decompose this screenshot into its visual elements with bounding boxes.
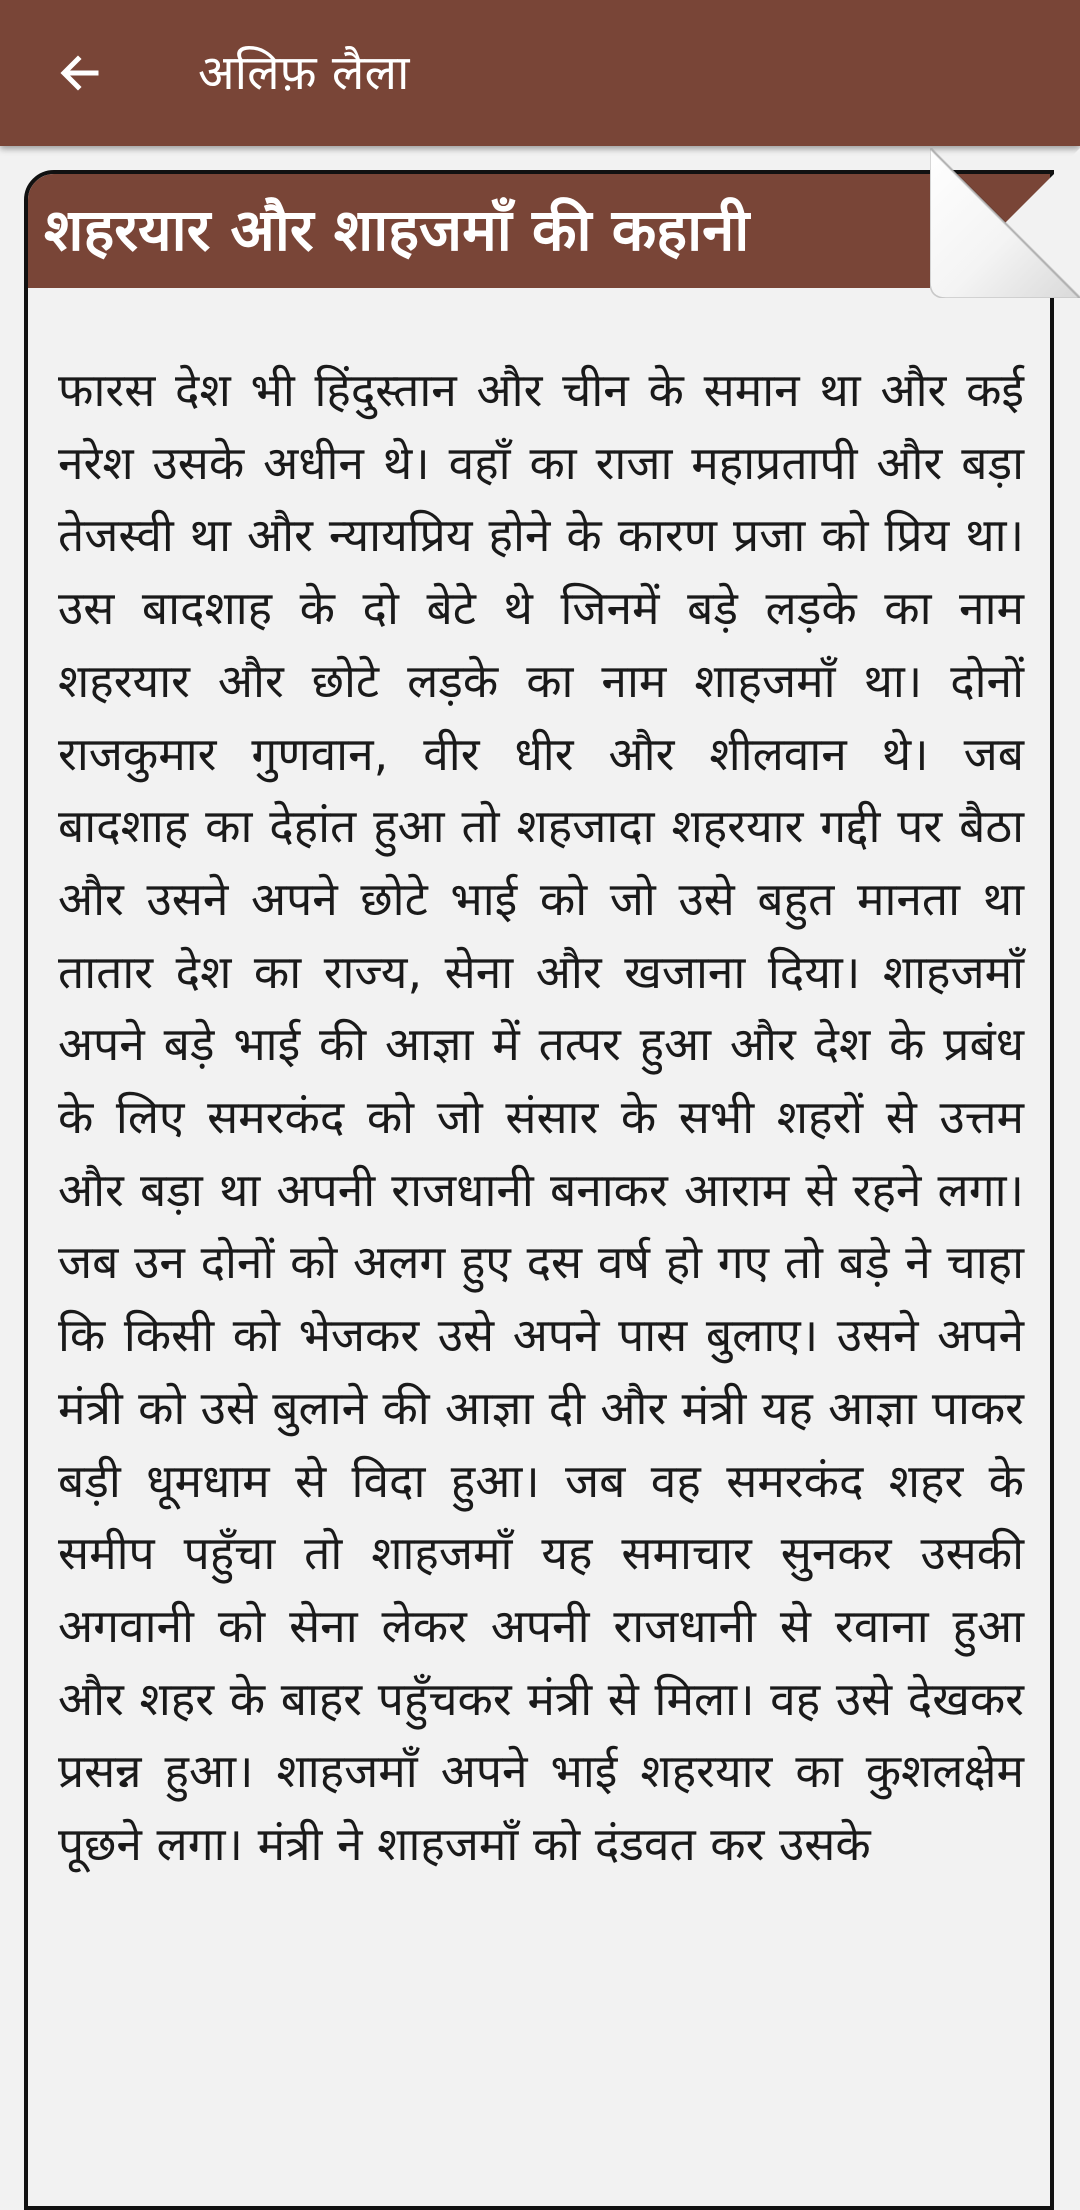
story-title: शहरयार और शाहजमाँ की कहानी: [44, 196, 750, 264]
app-title: अलिफ़ लैला: [198, 45, 410, 101]
story-body: फारस देश भी हिंदुस्तान और चीन के समान था और कई नरेश उसके अधीन थे। वहाँ का राजा महाप्रतापी और बड़ा तेजस्वी था और न्यायप्रिय होने के कारण प्रजा को प्रिय था। उस बादशाह के दो बेटे थे जिनमें बड़े लड़के का नाम शहरयार और छोटे लड़के का नाम शाहजमाँ था। दोनों राजकुमार गुणवान, वीर धीर और शीलवान थे। जब बादशाह का देहांत हुआ तो शहजादा शहरयार गद्दी पर बैठा और उसने अपने छोटे भाई को जो उसे बहुत मानता था तातार देश का राज्य, सेना और खजाना दिया। शाहजमाँ अपने बड़े भाई की आज्ञा में तत्पर हुआ और देश के प्रबंध के लिए समरकंद को जो संसार के सभी शहरों से उत्तम और बड़ा था अपनी राजधानी बनाकर आराम से रहने लगा। जब उन दोनों को अलग हुए दस वर्ष हो गए तो बड़े ने चाहा कि किसी को भेजकर उसे अपने पास बुलाए। उसने अपने मंत्री को उसे बुलाने की आज्ञा दी और मंत्री यह आज्ञा पाकर बड़ी धूमधाम से विदा हुआ। जब वह समरकंद शहर के समीप पहुँचा तो शाहजमाँ यह समाचार सुनकर उसकी अगवानी को सेना लेकर अपनी राजधानी से रवाना हुआ और शहर के बाहर पहुँचकर मंत्री से मिला। वह उसे देखकर प्रसन्न हुआ। शाहजमाँ अपने भाई शहरयार का कुशलक्षेम पूछने लगा। मंत्री ने शाहजमाँ को दंडवत कर उसके: [58, 363, 1024, 1872]
back-button[interactable]: [40, 33, 120, 113]
app-bar: [0, 0, 1080, 146]
story-header: [28, 174, 1050, 288]
arrow-left-icon: [56, 49, 104, 97]
story-card: [24, 170, 1054, 2210]
page-curl-icon[interactable]: [930, 148, 1080, 298]
